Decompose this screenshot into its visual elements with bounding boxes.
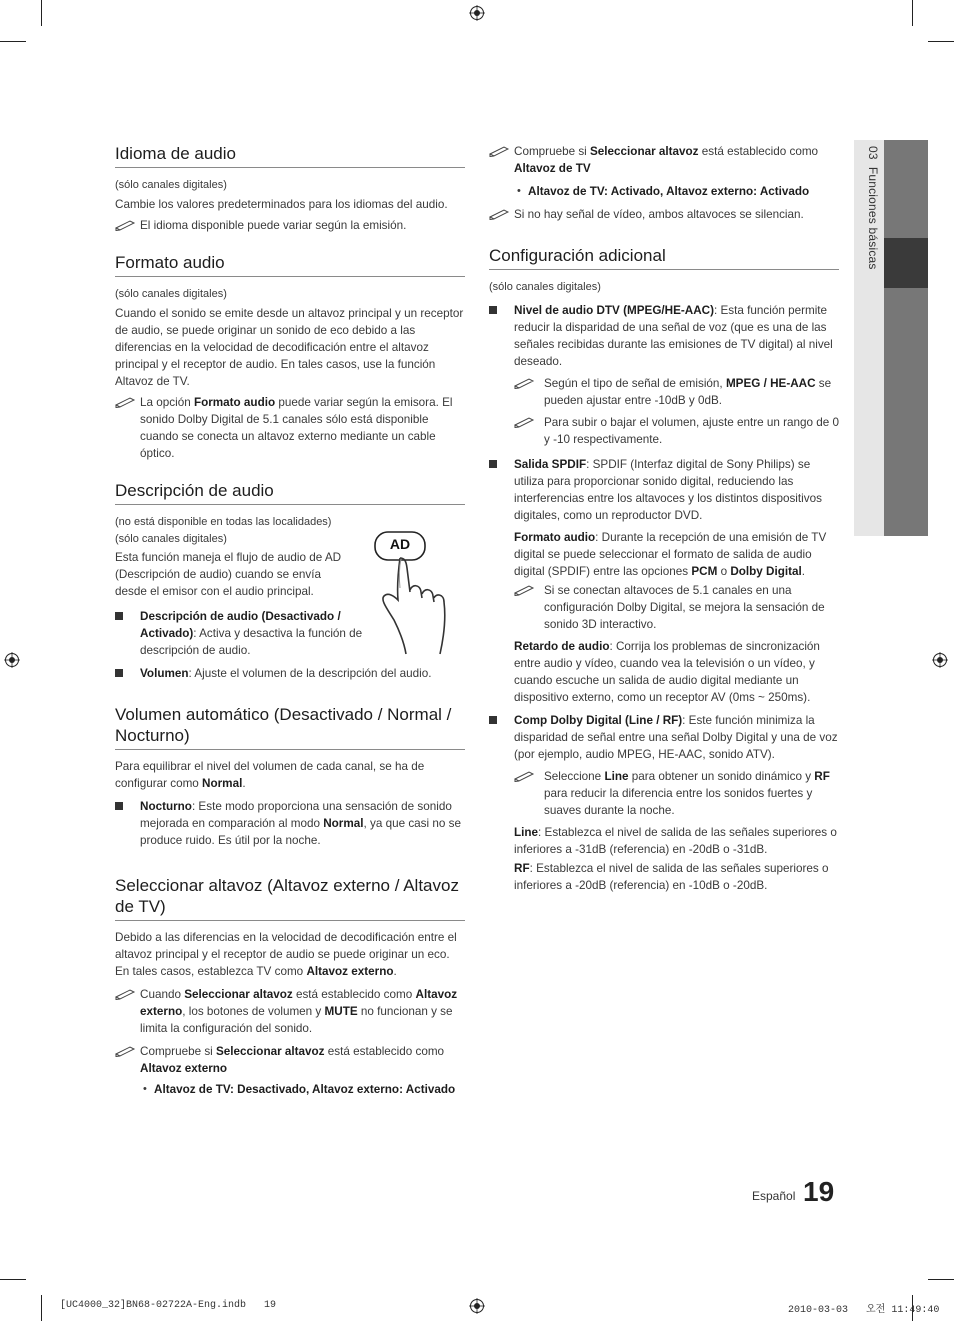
section-title: Configuración adicional [489,245,839,270]
note-text: Seleccione Line para obtener un sonido dinámico y RF para reducir la diferencia entre los sonidos fuertes y suaves durante la noche. [544,770,830,817]
bullet-text: Altavoz de TV: Desactivado, Altavoz externo: Activado [154,1083,456,1096]
print-slug-datetime: 2010-03-03 오전 11:49:40 [788,1305,940,1316]
note-text: La opción Formato audio puede variar según la emisora. El sonido Dolby Digital de 5.1 canales sólo está disponible cuando se conecta un altavoz externo mediante un cable óptico. [140,396,453,460]
section-title: Descripción de audio [115,480,465,505]
note-text: Si se conectan altavoces de 5.1 canales en una configuración Dolby Digital, se mejora la sensación de sonido 3D interactivo. [544,584,825,631]
section-precondition: (sólo canales digitales) [115,288,227,300]
list-item-text: Nocturno: Este modo proporciona una sensación de sonido mejorada en comparación al modo Normal, ya que casi no se produce ruido. Es útil por la noche. [140,800,461,847]
square-bullet-icon [489,460,497,468]
pencil-note-icon [514,416,536,428]
section-body: Cuando el sonido se emite desde un altavoz principal y un receptor de audio, se puede originar un sonido de eco debido a las diferencias en la velocidad de decodificación entre el altavoz principal y el receptor de audio. En tales casos, use la función Altavoz de TV. [115,307,464,388]
section-seleccionar-altavoz [115,875,465,1098]
sub-option-text: RF: Establezca el nivel de salida de las señales superiores o inferiores a -20dB (referencia) en -10dB o -20dB. [514,862,829,892]
section-title: Idioma de audio [115,143,465,168]
chapter-tab-marker [884,238,928,288]
pencil-note-icon [115,219,137,231]
square-bullet-icon [115,802,123,810]
square-bullet-icon [489,716,497,724]
list-item-text: Descripción de audio (Desactivado / Activado): Activa y desactiva la función de descripción de audio. [140,610,363,657]
square-bullet-icon [489,306,497,314]
chapter-tab-label [858,146,880,270]
page-number: 19 [803,1176,835,1207]
note [514,414,839,448]
crop-mark [912,0,913,26]
section-descripcion-de-audio [115,480,465,682]
note [115,1043,465,1098]
bullet-dot-icon: • [143,1083,147,1095]
crop-mark [41,0,42,26]
note-text: Compruebe si Seleccionar altavoz está establecido como Altavoz externo [140,1045,445,1075]
list-item [489,456,839,706]
section-body: Esta función maneja el flujo de audio de AD (Descripción de audio) cuando se envía desde el emisor con el audio principal. [115,551,342,598]
square-bullet-icon [115,612,123,620]
list-item [115,665,465,682]
section-precondition: (no está disponible en todas las localidades) [115,516,332,528]
pencil-note-icon [514,377,536,389]
ad-button-label: AD [389,536,411,552]
pencil-note-icon [489,145,511,157]
chapter-title: Funciones básicas [866,166,880,270]
crop-mark [41,1295,42,1321]
chapter-tab-strip [884,140,928,536]
sub-option-text: Line: Establezca el nivel de salida de las señales superiores o inferiores a -31dB (referencia) en -20dB o -31dB. [514,826,837,856]
note [489,143,839,200]
bullet-item [514,183,839,200]
note-text: Según el tipo de señal de emisión, MPEG / HE-AAC se pueden ajustar entre -10dB y 0dB. [544,377,832,407]
note [115,986,465,1037]
pencil-note-icon [115,1045,137,1057]
note [514,375,839,409]
section-title: Formato audio [115,252,465,277]
list-item [489,302,839,448]
list-item [115,798,465,849]
section-precondition: (sólo canales digitales) [115,179,227,191]
registration-mark-icon [469,1298,485,1314]
section-title: Seleccionar altavoz (Altavoz externo / Altavoz de TV) [115,875,465,921]
note-text: Compruebe si Seleccionar altavoz está establecido como Altavoz de TV [514,145,819,175]
registration-mark-icon [932,652,948,668]
list-item-text: Comp Dolby Digital (Line / RF): Este función minimiza la disparidad de señal entre una señal Dolby Digital y una de voz (por ejemplo, audio MPEG, HE-AAC, sonido ATV). [514,714,838,761]
section-configuracion-adicional [489,245,839,894]
section-body: Cambie los valores predeterminados para los idiomas del audio. [115,198,448,211]
note-text: Si no hay señal de vídeo, ambos altavoces se silencian. [514,208,804,221]
pencil-note-icon [489,208,511,220]
list-item-text: Volumen: Ajuste el volumen de la descripción del audio. [140,667,432,680]
bullet-dot-icon: • [517,185,521,197]
list-item [489,712,839,894]
note [514,582,839,633]
note-text: El idioma disponible puede variar según la emisión. [140,219,407,232]
section-idioma-de-audio [115,143,465,234]
note [115,217,465,234]
section-body: Para equilibrar el nivel del volumen de cada canal, se ha de configurar como Normal. [115,760,425,790]
registration-mark-icon [469,5,485,21]
note-text: Para subir o bajar el volumen, ajuste entre un rango de 0 y -10 respectivamente. [544,416,839,446]
crop-mark [0,1279,26,1280]
bullet-text: Altavoz de TV: Activado, Altavoz externo: Activado [528,185,810,198]
section-precondition: (sólo canales digitales) [115,533,227,545]
section-precondition: (sólo canales digitales) [489,281,601,293]
note [115,394,465,462]
crop-mark [928,41,954,42]
crop-mark [928,1279,954,1280]
note-text: Cuando Seleccionar altavoz está establecido como Altavoz externo, los botones de volumen y MUTE no funcionan y se limita la configuración del sonido. [140,988,458,1035]
bullet-item [140,1081,465,1098]
section-formato-audio [115,252,465,462]
left-column [115,143,465,1116]
section-body: Debido a las diferencias en la velocidad de decodificación entre el altavoz principal y el receptor de audio se puede originar un eco. En tales casos, establezca TV como Altavoz externo. [115,931,457,978]
crop-mark [0,41,26,42]
section-volumen-automatico [115,704,465,849]
list-item-text: Nivel de audio DTV (MPEG/HE-AAC): Esta función permite reducir la disparidad de una señal de voz (que es una de las señales recibidas durante las emisiones de TV digital) al nivel deseado. [514,304,833,368]
list-item-text: Salida SPDIF: SPDIF (Interfaz digital de Sony Philips) se utiliza para proporcionar sonido digital, reduciendo las interferencias entre los altavoces y los distintos dispositivos digitales, como un reproductor DVD. [514,458,822,522]
sub-option-text: Retardo de audio: Corrija los problemas de sincronización entre audio y vídeo, cuando vea la televisión o un vídeo, y cuando escuche un salida de audio digital mediante un dispositivo externo, como un receptor AV (0ms ~ 250ms). [514,640,820,704]
note [514,768,839,819]
square-bullet-icon [115,669,123,677]
right-column [489,143,839,912]
sub-option-text: Formato audio: Durante la recepción de una emisión de TV digital se puede seleccionar el formato de salida de audio digital (SPDIF) entre las opciones PCM o Dolby Digital. [514,531,827,578]
chapter-number: 03 [866,146,880,160]
pencil-note-icon [514,584,536,596]
list-item [115,608,370,659]
pencil-note-icon [514,770,536,782]
section-title: Volumen automático (Desactivado / Normal / Nocturno) [115,704,465,750]
print-slug-file: [UC4000_32]BN68-02722A-Eng.indb 19 [60,1300,277,1311]
page-language: Español [752,1189,796,1203]
pencil-note-icon [115,396,137,408]
note [489,206,839,223]
pencil-note-icon [115,988,137,1000]
registration-mark-icon [4,652,20,668]
